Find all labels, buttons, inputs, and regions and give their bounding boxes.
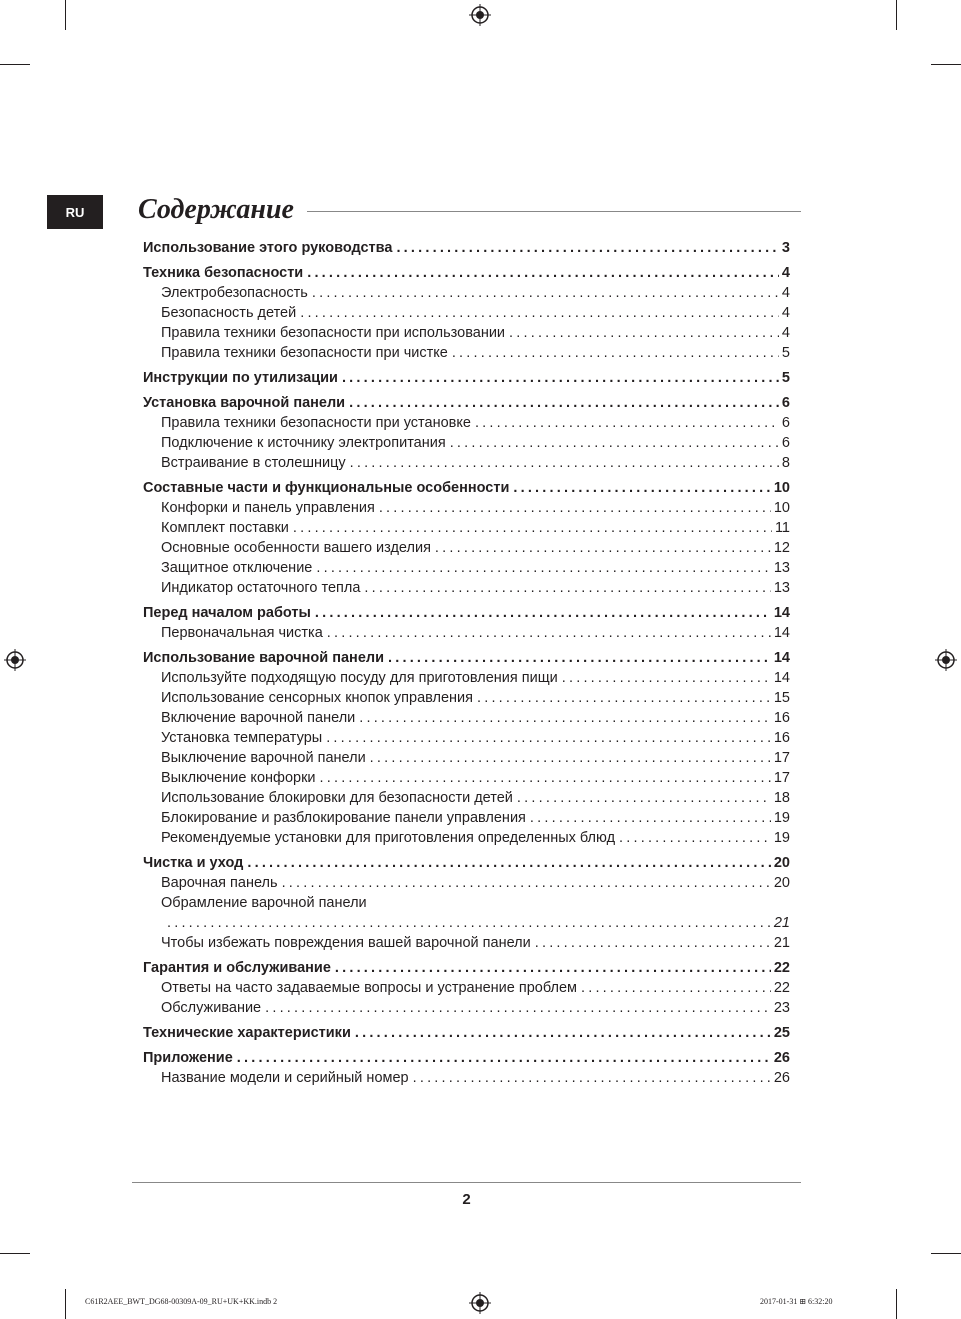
toc-section [143, 238, 790, 258]
toc-entry-page: 26 [773, 1070, 790, 1086]
toc-entry-page: 10 [773, 480, 790, 496]
language-tab: RU [47, 195, 103, 229]
dot-leader [335, 958, 771, 978]
toc-section [143, 958, 790, 1018]
toc-section [143, 853, 790, 953]
toc-entry-label: Включение варочной панели [161, 710, 356, 726]
dot-leader [355, 1023, 771, 1043]
crop-mark [931, 1253, 961, 1254]
dot-leader [388, 648, 771, 668]
dot-leader [359, 708, 771, 728]
toc-section-entry[interactable] [143, 478, 790, 498]
toc-section-entry[interactable] [143, 1023, 790, 1043]
toc-section [143, 368, 790, 388]
toc-entry-page: 14 [773, 650, 790, 666]
toc-subsection-entry[interactable] [143, 453, 790, 473]
toc-subsection-entry[interactable] [143, 433, 790, 453]
toc-entry-page: 16 [773, 730, 790, 746]
toc-subsection-entry[interactable] [143, 283, 790, 303]
toc-entry-page: 14 [773, 625, 790, 641]
dot-leader [581, 978, 771, 998]
crop-mark [65, 1289, 66, 1319]
toc-subsection-entry[interactable] [143, 578, 790, 598]
toc-entry-label: Выключение варочной панели [161, 750, 366, 766]
dot-leader [513, 478, 771, 498]
toc-entry-label: Рекомендуемые установки для приготовления определенных блюд [161, 830, 616, 846]
toc-subsection-entry[interactable] [143, 828, 790, 848]
dot-leader [517, 788, 771, 808]
toc-entry-page: 3 [781, 240, 790, 256]
toc-entry-label: Правила техники безопасности при использовании [161, 325, 506, 341]
toc-subsection-entry[interactable] [143, 708, 790, 728]
dot-leader [327, 623, 771, 643]
toc-entry-page: 11 [774, 520, 790, 536]
dot-leader [326, 728, 771, 748]
toc-entry-page: 12 [773, 540, 790, 556]
dot-leader [535, 933, 771, 953]
toc-entry-page: 21 [773, 915, 790, 931]
toc-entry-page: 14 [773, 605, 790, 621]
toc-entry-label: Защитное отключение [161, 560, 313, 576]
toc-entry-page: 4 [781, 325, 790, 341]
toc-entry-page: 5 [781, 345, 790, 361]
dot-leader [349, 393, 779, 413]
toc-entry-page: 26 [773, 1050, 790, 1066]
toc-entry-label: Правила техники безопасности при установке [161, 415, 471, 431]
dot-leader [342, 368, 779, 388]
toc-entry-label: Технические характеристики [143, 1025, 351, 1041]
toc-subsection-entry[interactable] [143, 623, 790, 643]
dot-leader [452, 343, 779, 363]
page-number: 2 [462, 1191, 471, 1208]
toc-entry-label: Электробезопасность [161, 285, 308, 301]
toc-entry-page: 23 [773, 1000, 790, 1016]
dot-leader [312, 283, 779, 303]
dot-leader [509, 323, 779, 343]
toc-subsection-entry[interactable] [143, 978, 790, 998]
toc-entry-page: 16 [773, 710, 790, 726]
toc-entry-page: 13 [773, 580, 790, 596]
toc-entry-page: 5 [781, 370, 790, 386]
dot-leader [475, 413, 779, 433]
toc-subsection-entry[interactable] [143, 323, 790, 343]
toc-entry-page: 14 [773, 670, 790, 686]
toc-entry-label: Составные части и функциональные особенности [143, 480, 510, 496]
toc-entry-label: Использование сенсорных кнопок управления [161, 690, 473, 706]
print-slug-left: C61R2AEE_BWT_DG68-00309A-09_RU+UK+KK.indb 2 [85, 1297, 278, 1306]
toc-subsection-entry[interactable] [143, 788, 790, 808]
toc-entry-page: 22 [773, 980, 790, 996]
toc-entry-label: Установка варочной панели [143, 395, 346, 411]
toc-section-entry[interactable] [143, 238, 790, 258]
toc-subsection-entry[interactable] [143, 538, 790, 558]
page-title: Содержание [138, 194, 294, 225]
toc-subsection-entry[interactable] [143, 998, 790, 1018]
toc-entry-label: Обрамление варочной панели [161, 895, 367, 911]
registration-mark-icon [935, 649, 957, 671]
dot-leader [370, 748, 771, 768]
toc-section [143, 648, 790, 848]
toc-entry-label: Название модели и серийный номер [161, 1070, 409, 1086]
toc-entry-page: 18 [773, 790, 790, 806]
toc-entry-page: 17 [773, 770, 790, 786]
toc-entry-page: 20 [773, 855, 790, 871]
dot-leader [435, 538, 771, 558]
toc-entry-label: Индикатор остаточного тепла [161, 580, 361, 596]
toc-entry-page: 8 [781, 455, 790, 471]
toc-subsection-entry[interactable] [143, 1068, 790, 1088]
toc-entry-label: Используйте подходящую посуду для приготовления пищи [161, 670, 558, 686]
dot-leader [562, 668, 771, 688]
toc-entry-page: 4 [781, 285, 790, 301]
toc-section-entry[interactable] [143, 1048, 790, 1068]
toc-entry-continuation [143, 913, 790, 933]
toc-subsection-entry[interactable] [143, 933, 790, 953]
registration-mark-icon [469, 4, 491, 26]
toc-section [143, 1023, 790, 1043]
toc-section [143, 1048, 790, 1088]
toc-entry-label: Подключение к источнику электропитания [161, 435, 446, 451]
title-divider [307, 211, 801, 212]
toc-entry-label: Встраивание в столешницу [161, 455, 346, 471]
toc-section [143, 393, 790, 473]
registration-mark-icon [469, 1292, 491, 1314]
toc-subsection-entry[interactable] [143, 768, 790, 788]
toc-section-entry[interactable] [143, 263, 790, 283]
dot-leader [450, 433, 779, 453]
registration-mark-icon [4, 649, 26, 671]
toc-entry-page: 6 [781, 415, 790, 431]
toc-section [143, 603, 790, 643]
dot-leader [237, 1048, 771, 1068]
dot-leader [282, 873, 771, 893]
toc-entry-label: Комплект поставки [161, 520, 289, 536]
dot-leader [247, 853, 770, 873]
toc-subsection-entry[interactable] [143, 893, 790, 913]
dot-leader [350, 453, 779, 473]
toc-subsection-entry[interactable] [143, 668, 790, 688]
crop-mark [931, 64, 961, 65]
toc-entry-page: 15 [773, 690, 790, 706]
toc-entry-label: Перед началом работы [143, 605, 311, 621]
toc-entry-label: Чтобы избежать повреждения вашей варочной панели [161, 935, 531, 951]
toc-entry-page: 10 [773, 500, 790, 516]
crop-mark [896, 1289, 897, 1319]
toc-entry-label: Приложение [143, 1050, 233, 1066]
dot-leader [293, 518, 772, 538]
toc-entry-page: 22 [773, 960, 790, 976]
toc-section-entry[interactable] [143, 853, 790, 873]
toc-subsection-entry[interactable] [143, 873, 790, 893]
dot-leader [265, 998, 771, 1018]
toc-entry-page: 20 [773, 875, 790, 891]
toc-entry-label: Конфорки и панель управления [161, 500, 375, 516]
toc-entry-page: 19 [773, 810, 790, 826]
toc-entry-page: 6 [781, 435, 790, 451]
toc-subsection-entry[interactable] [143, 498, 790, 518]
toc-entry-label: Блокирование и разблокирование панели управления [161, 810, 526, 826]
toc-subsection-entry[interactable] [143, 413, 790, 433]
toc-entry-page: 4 [781, 265, 790, 281]
dot-leader [167, 913, 771, 933]
toc-subsection-entry[interactable] [143, 748, 790, 768]
crop-mark [896, 0, 897, 30]
crop-mark [65, 0, 66, 30]
toc-entry-label: Варочная панель [161, 875, 278, 891]
toc-entry-label: Первоначальная чистка [161, 625, 323, 641]
toc-subsection-entry[interactable] [143, 728, 790, 748]
toc-subsection-entry[interactable] [143, 518, 790, 538]
toc-section-entry[interactable] [143, 648, 790, 668]
toc-entry-page: 13 [773, 560, 790, 576]
table-of-contents [143, 238, 790, 1093]
dot-leader [396, 238, 778, 258]
toc-entry-label: Выключение конфорки [161, 770, 316, 786]
toc-entry-page: 6 [781, 395, 790, 411]
dot-leader [379, 498, 771, 518]
toc-entry-page: 17 [773, 750, 790, 766]
toc-entry-label: Техника безопасности [143, 265, 304, 281]
toc-section [143, 263, 790, 363]
toc-section-entry[interactable] [143, 603, 790, 623]
crop-mark [0, 64, 30, 65]
dot-leader [320, 768, 771, 788]
toc-entry-label: Использование этого руководства [143, 240, 393, 256]
toc-subsection-entry[interactable] [143, 688, 790, 708]
dot-leader [307, 263, 779, 283]
dot-leader [619, 828, 771, 848]
toc-entry-label: Чистка и уход [143, 855, 244, 871]
dot-leader [530, 808, 771, 828]
toc-entry-label: Основные особенности вашего изделия [161, 540, 431, 556]
footer-divider [132, 1182, 801, 1183]
crop-mark [0, 1253, 30, 1254]
print-slug-right: 2017-01-31 ⊞ 6:32:20 [760, 1297, 833, 1306]
dot-leader [477, 688, 771, 708]
toc-entry-label: Инструкции по утилизации [143, 370, 338, 386]
toc-entry-label: Использование блокировки для безопасности детей [161, 790, 513, 806]
toc-subsection-entry[interactable] [143, 808, 790, 828]
toc-entry-label: Использование варочной панели [143, 650, 385, 666]
toc-entry-label: Гарантия и обслуживание [143, 960, 331, 976]
dot-leader [315, 603, 771, 623]
toc-entry-page: 19 [773, 830, 790, 846]
toc-entry-page: 4 [781, 305, 790, 321]
toc-subsection-entry[interactable] [143, 558, 790, 578]
toc-entry-label: Безопасность детей [161, 305, 297, 321]
toc-section-entry[interactable] [143, 958, 790, 978]
toc-entry-label: Ответы на часто задаваемые вопросы и устранение проблем [161, 980, 577, 996]
toc-section-entry[interactable] [143, 393, 790, 413]
toc-section-entry[interactable] [143, 368, 790, 388]
toc-subsection-entry[interactable] [143, 343, 790, 363]
toc-section [143, 478, 790, 598]
toc-entry-label: Установка температуры [161, 730, 323, 746]
dot-leader [300, 303, 779, 323]
dot-leader [316, 558, 771, 578]
toc-entry-label: Правила техники безопасности при чистке [161, 345, 448, 361]
dot-leader [413, 1068, 771, 1088]
dot-leader [364, 578, 770, 598]
toc-entry-label: Обслуживание [161, 1000, 262, 1016]
toc-entry-page: 21 [773, 935, 790, 951]
toc-entry-page: 25 [773, 1025, 790, 1041]
toc-subsection-entry[interactable] [143, 303, 790, 323]
